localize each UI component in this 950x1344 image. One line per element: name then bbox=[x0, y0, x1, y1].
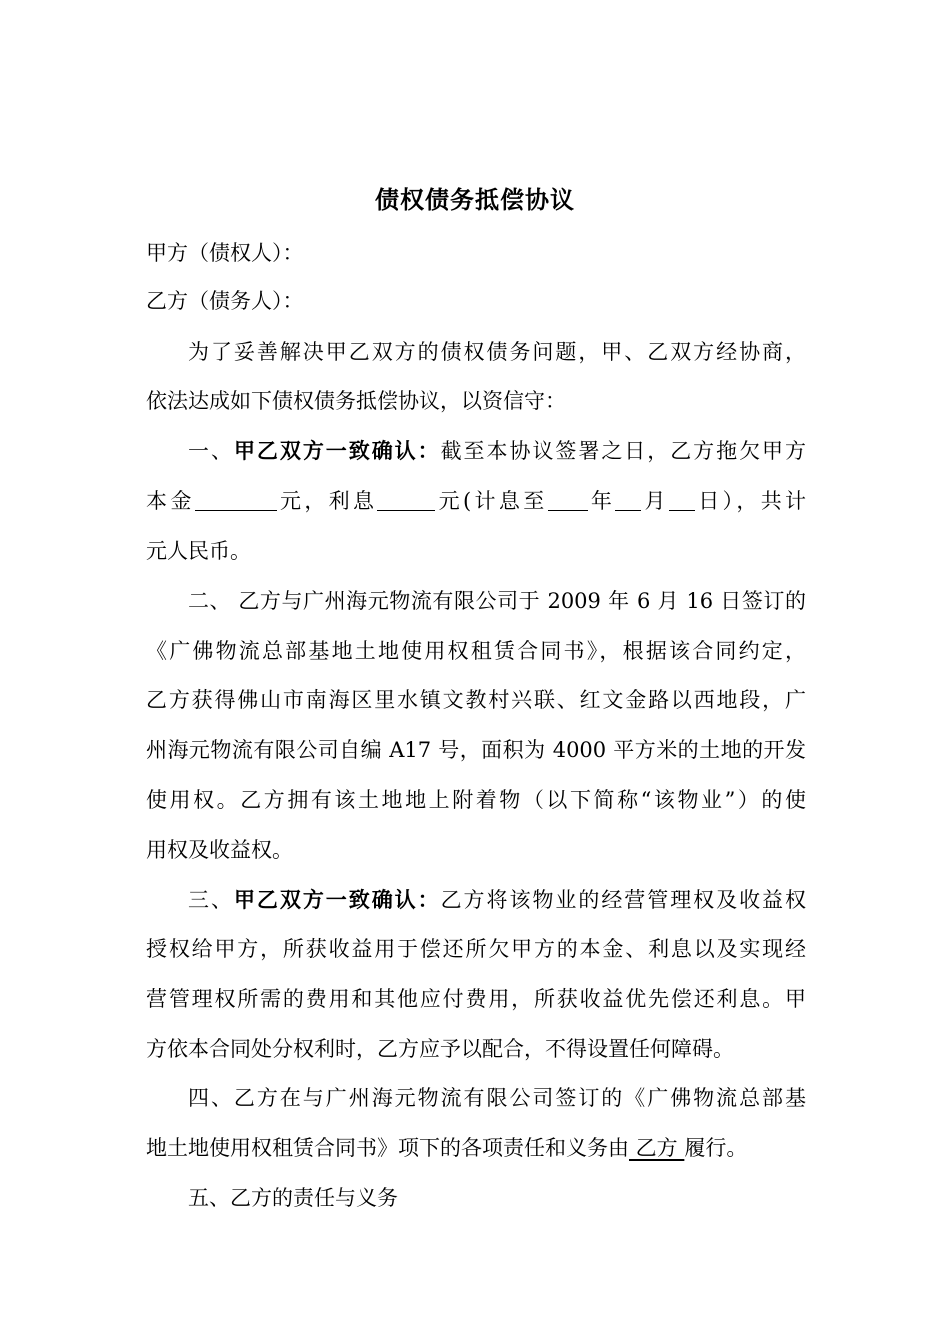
intro-line-2: 依法达成如下债权债务抵偿协议，以资信守： bbox=[146, 389, 566, 413]
day-total-label: 日），共计 bbox=[694, 489, 807, 513]
interest-until-label: 元(计息至 bbox=[435, 489, 548, 513]
year-blank[interactable] bbox=[548, 488, 588, 511]
month-label: 月 bbox=[641, 489, 669, 513]
party-a-line: 甲方（债权人）： bbox=[146, 241, 304, 265]
clause1-prefix: 一、 bbox=[188, 439, 234, 463]
clause4-line-2 bbox=[146, 1131, 806, 1165]
year-label: 年 bbox=[587, 489, 616, 513]
day-blank[interactable] bbox=[669, 488, 695, 511]
clause2-line-1: 二、 乙方与广州海元物流有限公司于 2009 年 6 月 16 日签订的 bbox=[188, 589, 806, 613]
clause3-line-3: 营管理权所需的费用和其他应付费用，所获收益优先偿还利息。甲 bbox=[146, 987, 806, 1011]
clause3-line-4: 方依本合同处分权利时，乙方应予以配合，不得设置任何障碍。 bbox=[146, 1037, 734, 1061]
clause3-bold-heading: 甲乙双方一致确认： bbox=[233, 887, 441, 912]
responsible-party-field[interactable]: 乙方 bbox=[629, 1136, 685, 1160]
clause5-heading: 五、乙方的责任与义务 bbox=[188, 1186, 398, 1210]
interest-blank[interactable] bbox=[377, 488, 435, 511]
month-blank[interactable] bbox=[615, 488, 641, 511]
clause1-line-3: 元人民币。 bbox=[146, 539, 251, 563]
clause3-prefix: 三、 bbox=[188, 888, 234, 912]
intro-line-1: 为了妥善解决甲乙双方的债权债务问题，甲、乙双方经协商， bbox=[188, 340, 806, 364]
clause3-line-2: 授权给甲方，所获收益用于偿还所欠甲方的本金、利息以及实现经 bbox=[146, 937, 806, 961]
clause2-line-6: 用权及收益权。 bbox=[146, 838, 293, 862]
clause3-line1-rest: 乙方将该物业的经营管理权及收益权 bbox=[440, 888, 807, 912]
document-title: 债权债务抵偿协议 bbox=[375, 185, 575, 214]
clause3-line-1 bbox=[188, 883, 806, 917]
principal-label: 本金 bbox=[146, 489, 195, 513]
party-b-line: 乙方（债务人）： bbox=[146, 289, 304, 313]
clause1-line1-rest: 截至本协议签署之日，乙方拖欠甲方 bbox=[440, 439, 807, 463]
clause2-line-3: 乙方获得佛山市南海区里水镇文教村兴联、红文金路以西地段，广 bbox=[146, 688, 806, 712]
interest-label: 元，利息 bbox=[276, 489, 378, 513]
principal-blank[interactable] bbox=[195, 488, 277, 511]
clause1-bold-heading: 甲乙双方一致确认： bbox=[233, 438, 441, 463]
clause2-line-2: 《广佛物流总部基地土地使用权租赁合同书》，根据该合同约定， bbox=[146, 639, 806, 663]
clause1-line-1 bbox=[188, 434, 806, 468]
clause2-line-5: 使用权。乙方拥有该土地地上附着物（以下简称“该物业”）的使 bbox=[146, 788, 806, 812]
clause4-line-1: 四、乙方在与广州海元物流有限公司签订的《广佛物流总部基 bbox=[188, 1086, 806, 1110]
clause1-line-2 bbox=[146, 484, 806, 518]
clause2-line-4: 州海元物流有限公司自编 A17 号，面积为 4000 平方米的土地的开发 bbox=[146, 738, 806, 762]
clause4-line2-after: 履行。 bbox=[684, 1136, 748, 1160]
clause4-line2-before: 地土地使用权租赁合同书》项下的各项责任和义务由 bbox=[146, 1136, 629, 1160]
